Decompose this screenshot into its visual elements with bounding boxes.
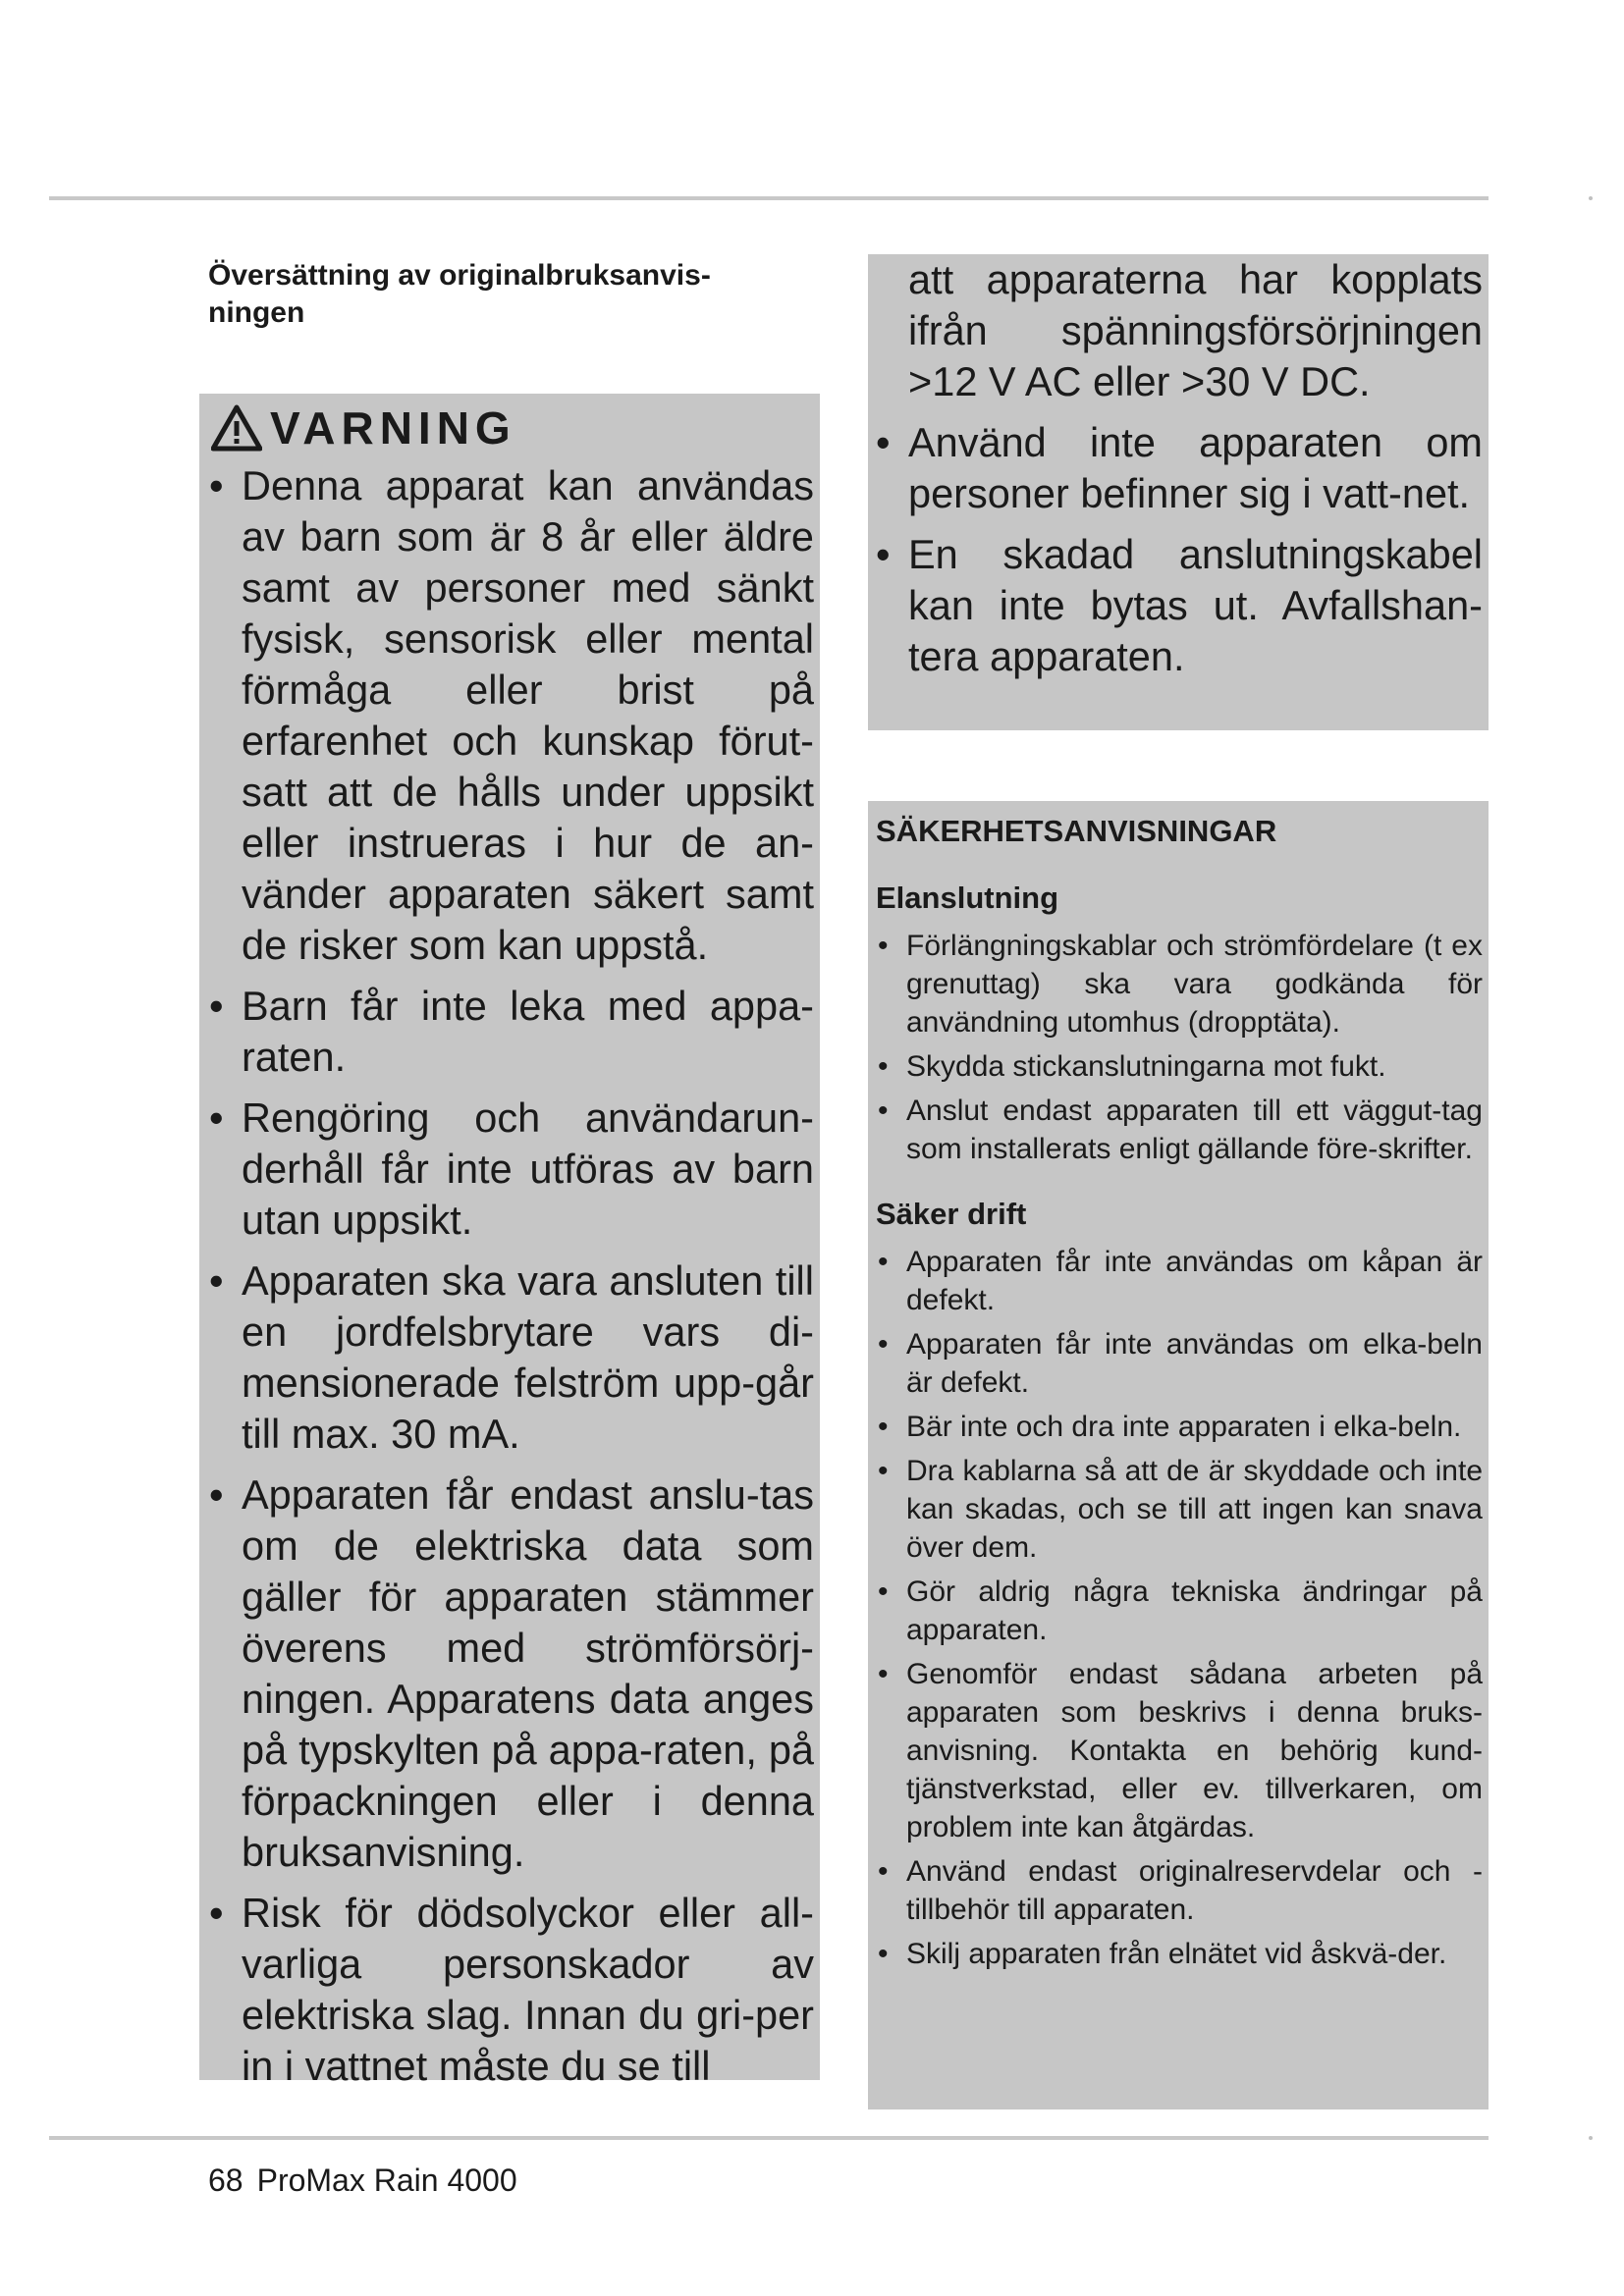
safety-item: • Bär inte och dra inte apparaten i elka-beln. xyxy=(876,1408,1483,1446)
warning-item: • Använd inte apparaten om personer befinner sig i vatt-net. xyxy=(874,417,1483,519)
safety-item: • Apparaten får inte användas om elka-beln är defekt. xyxy=(876,1325,1483,1402)
section-title-safe-operation: Säker drift xyxy=(876,1197,1027,1231)
warning-item: • Barn får inte leka med appa-raten. xyxy=(207,981,814,1083)
safety-item: • Skilj apparaten från elnätet vid åskvä-der. xyxy=(876,1935,1483,1973)
warning-item: • Rengöring och användarun-derhåll får inte utföras av barn utan uppsikt. xyxy=(207,1093,814,1246)
safety-item: • Dra kablarna så att de är skyddade och inte kan skadas, och se till att ingen kan snava över dem. xyxy=(876,1452,1483,1567)
warning-triangle-icon xyxy=(211,404,262,452)
warning-item: • Apparaten får endast anslu-tas om de elektriska data som gäller för apparaten stämmer överens med strömförsörj-ningen. Apparatens data anges på typskylten på appa-raten, på förpackningen eller i denna bruksanvisning. xyxy=(207,1469,814,1878)
warning-item: • Risk för dödsolyckor eller all-varliga personskador av elektriska slag. Innan du gri-per in i vattnet måste du se till xyxy=(207,1888,814,2092)
safety-item: • Genomför endast sådana arbeten på apparaten som beskrivs i denna bruks-anvisning. Kontakta en behörig kund-tjänstverkstad, eller ev. tillverkaren, om problem inte kan åtgärdas. xyxy=(876,1655,1483,1846)
warning-panel xyxy=(199,394,820,2089)
page-number: 68 xyxy=(208,2163,244,2198)
warning-continued-list xyxy=(874,417,1483,682)
warning-header xyxy=(207,400,814,456)
safety-item: • Anslut endast apparaten till ett väggut-tag som installerats enligt gällande före-skrifter. xyxy=(876,1092,1483,1168)
safe-operation-list xyxy=(876,1243,1483,1973)
warning-heading: VARNING xyxy=(270,402,516,454)
warning-continued-text: att apparaterna har kopplats ifrån spänningsförsörjningen >12 V AC eller >30 V DC. xyxy=(908,256,1483,404)
warning-item: • Apparaten ska vara ansluten till en jordfelsbrytare vars di-mensionerade felström upp-går till max. 30 mA. xyxy=(207,1255,814,1460)
margin-dot xyxy=(1589,196,1593,200)
margin-dot xyxy=(1589,2136,1593,2140)
product-name: ProMax Rain 4000 xyxy=(256,2163,517,2198)
warning-item: • En skadad anslutningskabel kan inte bytas ut. Avfallshan-tera apparaten. xyxy=(874,529,1483,682)
warning-continued-panel xyxy=(868,254,1489,730)
page-title: Översättning av originalbruksanvis-ningen xyxy=(208,259,711,329)
top-rule xyxy=(49,196,1489,200)
warning-item: • Denna apparat kan användas av barn som är 8 år eller äldre samt av personer med sänkt fysisk, sensorisk eller mental förmåga eller brist på erfarenhet och kunskap förut-satt att de hålls under uppsikt eller instrueras i hur de an-vänder apparaten säkert samt de risker som kan uppstå. xyxy=(207,460,814,971)
warning-list xyxy=(207,460,814,2092)
safety-item: • Förlängningskablar och strömfördelare (t ex grenuttag) ska vara godkända för användning utomhus (dropptäta). xyxy=(876,927,1483,1041)
bottom-rule xyxy=(49,2136,1489,2140)
electrical-list xyxy=(876,927,1483,1168)
page-footer xyxy=(208,2163,531,2199)
safety-item: • Skydda stickanslutningarna mot fukt. xyxy=(876,1047,1483,1086)
safety-heading: SÄKERHETSANVISNINGAR xyxy=(876,814,1277,848)
safety-item: • Gör aldrig några tekniska ändringar på apparaten. xyxy=(876,1573,1483,1649)
safety-panel xyxy=(868,801,1489,2109)
section-title-electrical: Elanslutning xyxy=(876,881,1058,915)
safety-item: • Använd endast originalreservdelar och -tillbehör till apparaten. xyxy=(876,1852,1483,1929)
safety-item: • Apparaten får inte användas om kåpan är defekt. xyxy=(876,1243,1483,1319)
